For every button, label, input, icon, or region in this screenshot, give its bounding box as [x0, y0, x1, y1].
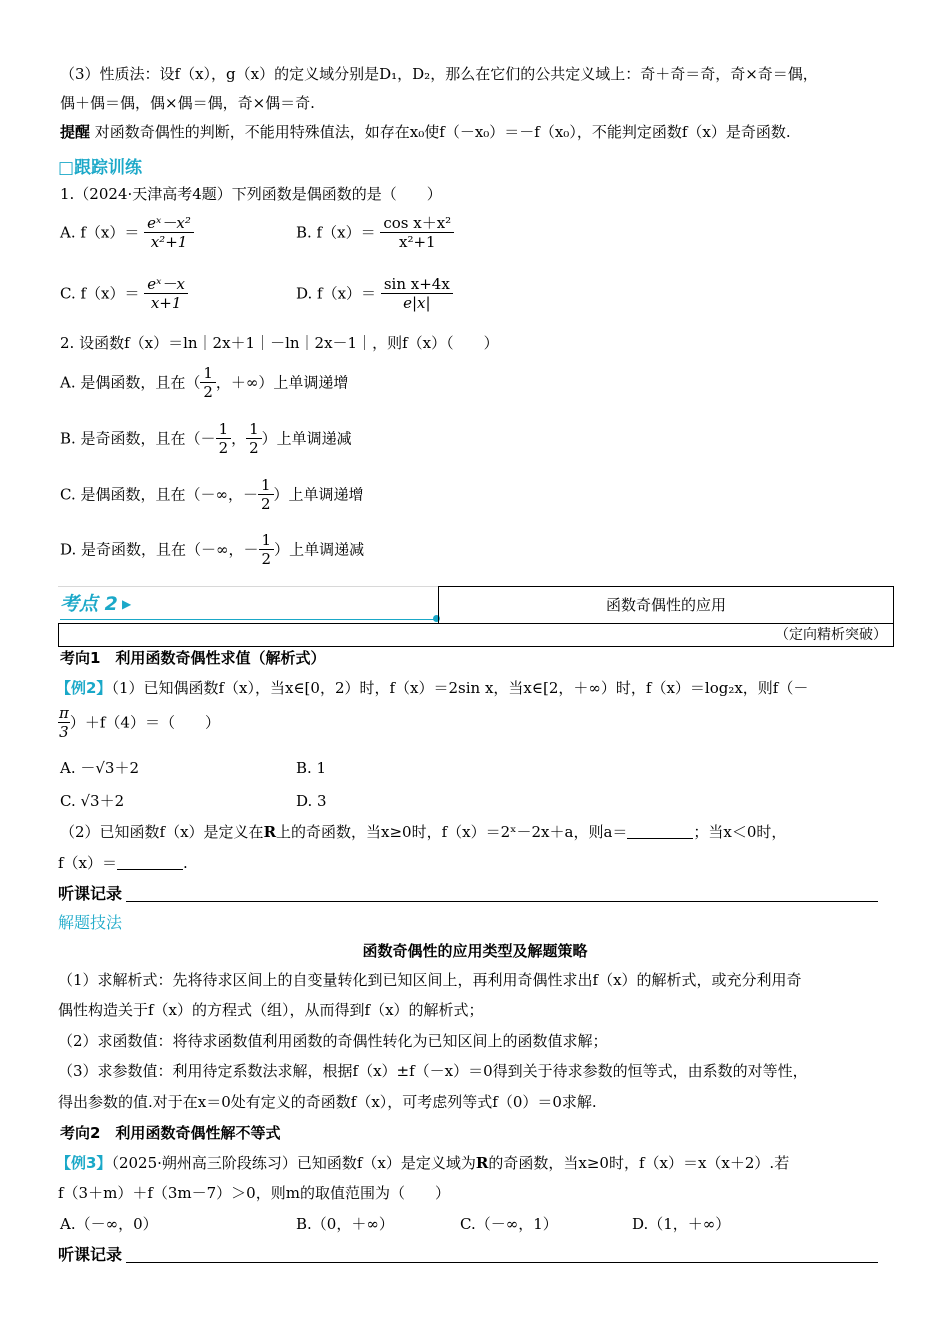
ex2-p2-b: 上的奇函数，当x≥0时，f（x）＝2ˣ－2x＋a，则a＝: [276, 823, 628, 841]
q1-c-den: x+1: [144, 293, 188, 312]
pi-den: 3: [59, 723, 69, 741]
ex3-line-2: f（3＋m）＋f（3m－7）＞0，则m的取值范围为（ ）: [58, 1184, 450, 1202]
ex2-option-b[interactable]: B. 1: [296, 759, 327, 777]
q2-option-b[interactable]: [60, 420, 352, 457]
q1-c-num: eˣ－x: [147, 275, 185, 293]
notes-label-2: 听课记录: [58, 1245, 123, 1264]
q2-c-half: [258, 476, 274, 513]
q2-c-half-num: 1: [260, 476, 271, 494]
ex3-line-1a: （2025·朔州高三阶段练习）已知函数f（x）是定义域为: [111, 1154, 476, 1172]
ex3-option-c[interactable]: C.（－∞，1）: [460, 1215, 558, 1233]
tip-label: 提醒: [60, 123, 91, 141]
q1-a-label: A. f（x）＝: [60, 223, 140, 242]
q2-c-pre: C. 是偶函数，且在（－∞，－: [60, 485, 258, 504]
q1-d-den: e|x|: [381, 293, 453, 312]
kaodian-badge-text: 考点 2: [60, 593, 118, 615]
q2-b-pre: B. 是奇函数，且在（－: [60, 429, 216, 448]
q1-b-label: B. f（x）＝: [296, 223, 376, 242]
kx1-title: 考向1 利用函数奇偶性求值（解析式）: [60, 649, 326, 667]
q1-c-label: C. f（x）＝: [60, 284, 140, 303]
training-title: □跟踪训练: [58, 158, 143, 178]
method-label: 解题技法: [58, 913, 123, 932]
ex2-line-1-text: （1）已知偶函数f（x），当x∈[0，2）时，f（x）＝2sin x，当x∈[2，＋∞）时，f（x）＝log₂x，则f（－: [111, 679, 809, 697]
q1-b-fraction: [380, 214, 454, 251]
ex2-p2-r: R: [263, 823, 277, 841]
q2-a-pre: A. 是偶函数，且在（: [60, 373, 201, 392]
answer-blank-a[interactable]: [627, 824, 693, 839]
q2-a-half-den: 2: [200, 382, 216, 401]
ex3-line-1: [56, 1153, 789, 1173]
method-line-3: （2）求函数值：将待求函数值利用函数的奇偶性转化为已知区间上的函数值求解；: [58, 1032, 608, 1050]
method-line-1: （1）求解析式：先将待求区间上的自变量转化到已知区间上，再利用奇偶性求出f（x）的解析式，或充分利用奇: [58, 971, 802, 989]
ex2-p2-a: （2）已知函数f（x）是定义在: [60, 823, 264, 841]
q2-option-a[interactable]: [60, 364, 348, 401]
q2-d-half: [259, 531, 275, 568]
q1-option-d[interactable]: [296, 275, 453, 312]
q2-b-half-2-den: 2: [246, 438, 262, 457]
ex2-option-a[interactable]: A. －√3＋2: [60, 759, 140, 777]
q1-option-a[interactable]: [60, 214, 194, 251]
q2-d-half-num: 1: [261, 531, 272, 549]
q2-b-mid: ，: [231, 429, 247, 448]
q1-option-b[interactable]: [296, 214, 454, 251]
q2-option-c[interactable]: [60, 476, 364, 513]
q2-d-post: ）上单调递减: [274, 540, 365, 559]
q1-a-fraction: [144, 214, 194, 251]
kaodian-badge: [60, 592, 131, 616]
q2-a-half: [200, 364, 216, 401]
q2-b-half-1-num: 1: [218, 420, 229, 438]
ex3-r: R: [475, 1154, 489, 1172]
ex2-line-1: [56, 678, 808, 698]
kaodian-underline: [60, 619, 438, 620]
ex2-label: 【例2】: [56, 679, 112, 697]
q2-b-half-2: [246, 420, 262, 457]
q2-c-half-den: 2: [258, 494, 274, 513]
ex2-option-c[interactable]: C. √3＋2: [60, 792, 125, 810]
kaodian-subtitle: （定向精析突破）: [775, 627, 887, 643]
kaodian-title-box: [438, 586, 894, 624]
q2-b-half-1: [216, 420, 232, 457]
property-line-1: （3）性质法：设f（x），g（x）的定义域分别是D₁，D₂，那么在它们的公共定义域上：奇＋奇＝奇，奇×奇＝偶，: [60, 65, 818, 83]
property-line-2: 偶＋偶＝偶，偶×偶＝偶，奇×偶＝奇.: [60, 94, 315, 112]
method-line-5: 得出参数的值.对于在x＝0处有定义的奇函数f（x），可考虑列等式f（0）＝0求解.: [58, 1093, 597, 1111]
notes-line-1[interactable]: [126, 901, 878, 902]
tip-text: 对函数奇偶性的判断，不能用特殊值法，如存在x₀使f（－x₀）＝－f（x₀），不能判定函数f（x）是奇函数.: [94, 123, 791, 141]
q1-d-label: D. f（x）＝: [296, 284, 377, 303]
ex2-line-2: [58, 704, 220, 741]
q2-option-d[interactable]: [60, 531, 364, 568]
kaodian-title: 函数奇偶性的应用: [605, 596, 726, 614]
ex2-p2-line2-text: f（x）＝: [58, 854, 118, 872]
ex3-label: 【例3】: [56, 1154, 112, 1172]
q1-a-den: x²+1: [144, 232, 194, 251]
q2-stem: 2. 设函数f（x）＝ln｜2x＋1｜－ln｜2x－1｜，则f（x）（ ）: [60, 334, 499, 352]
ex2-part2-line1: [60, 822, 786, 842]
q2-a-half-num: 1: [203, 364, 213, 382]
pi-num: π: [59, 704, 69, 722]
ex2-p2-end: .: [183, 854, 188, 872]
q1-stem: 1.（2024·天津高考4题）下列函数是偶函数的是（ ）: [60, 185, 442, 203]
q2-a-post: ，＋∞）上单调递增: [215, 373, 349, 392]
q2-b-half-2-num: 1: [249, 420, 259, 438]
ex3-option-b[interactable]: B.（0，＋∞）: [296, 1215, 394, 1233]
kaodian-top-rule: [58, 586, 438, 587]
pi-over-3: [58, 704, 70, 741]
kx2-title: 考向2 利用函数奇偶性解不等式: [60, 1124, 281, 1142]
ex2-line-2-text: ）＋f（4）＝（ ）: [69, 713, 220, 732]
q1-b-den: x²+1: [380, 232, 454, 251]
q2-b-half-1-den: 2: [216, 438, 232, 457]
q2-d-pre: D. 是奇函数，且在（－∞，－: [60, 540, 259, 559]
notes-line-2[interactable]: [126, 1262, 878, 1263]
q1-b-num: cos x＋x²: [383, 214, 452, 232]
ex3-line-1b: 的奇函数，当x≥0时，f（x）＝x（x＋2）.若: [488, 1154, 790, 1172]
q1-d-num: sin x+4x: [383, 275, 450, 293]
play-arrow-icon: ▶: [117, 597, 132, 611]
q2-b-post: ）上单调递减: [261, 429, 352, 448]
q1-option-c[interactable]: [60, 275, 188, 312]
q1-d-fraction: [381, 275, 453, 312]
ex2-option-d[interactable]: D. 3: [296, 792, 327, 810]
notes-label-1: 听课记录: [58, 884, 123, 903]
method-line-4: （3）求参数值：利用待定系数法求解，根据f（x）±f（－x）＝0得到关于待求参数的恒等式，由系数的对等性，: [58, 1062, 808, 1080]
ex2-part2-line2: [58, 853, 188, 873]
kaodian-subtitle-box: [58, 623, 894, 647]
q1-a-num: eˣ－x²: [147, 214, 191, 232]
ex2-p2-c: ；当x＜0时，: [693, 823, 787, 841]
method-line-2: 偶性构造关于f（x）的方程式（组），从而得到f（x）的解析式；: [58, 1001, 484, 1019]
q1-c-fraction: [144, 275, 188, 312]
answer-blank-fx[interactable]: [117, 855, 183, 870]
q2-c-post: ）上单调递增: [273, 485, 364, 504]
ex3-option-a[interactable]: A.（－∞，0）: [60, 1215, 158, 1233]
method-title: 函数奇偶性的应用类型及解题策略: [362, 942, 588, 960]
q2-d-half-den: 2: [259, 549, 275, 568]
ex3-option-d[interactable]: D.（1，＋∞）: [632, 1215, 731, 1233]
tip-line: [60, 122, 791, 142]
